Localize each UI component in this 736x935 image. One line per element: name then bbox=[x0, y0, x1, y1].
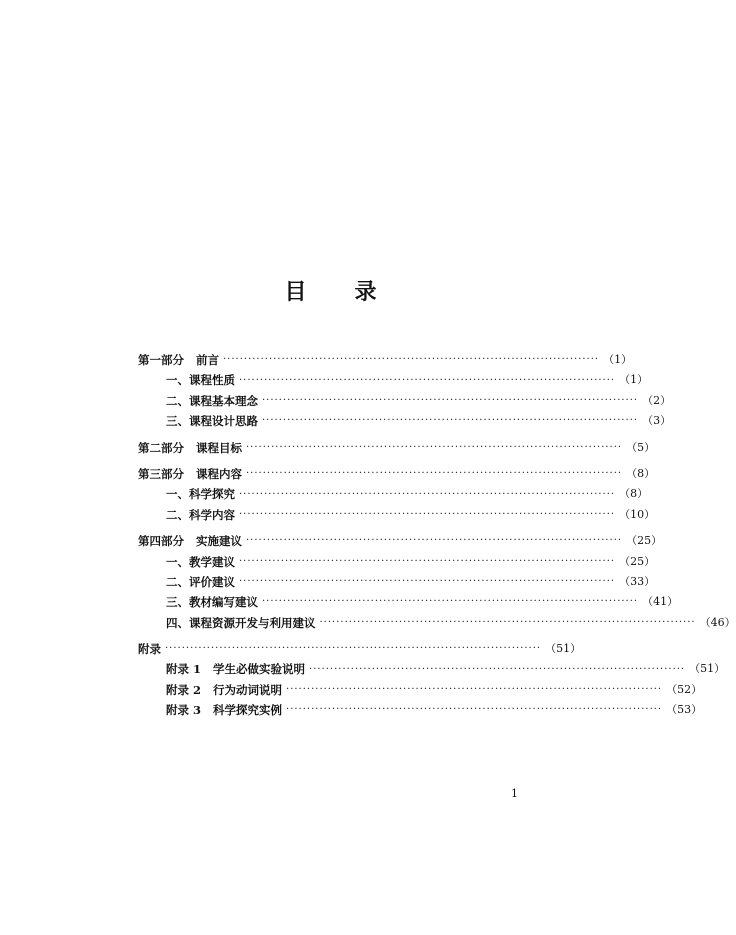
toc-leader-dots: ·························································································· bbox=[286, 684, 663, 696]
toc-leader-dots: ·························································································· bbox=[239, 508, 616, 520]
toc-entry-label bbox=[166, 505, 239, 525]
toc-leader-dots: ·························································································· bbox=[309, 663, 686, 675]
toc-entry-page: （52） bbox=[666, 682, 703, 696]
page-number: 1 bbox=[511, 787, 518, 800]
toc-entry-label bbox=[166, 659, 309, 679]
table-of-contents bbox=[138, 350, 736, 721]
toc-entry-label bbox=[166, 484, 239, 504]
toc-entry-title: 附录 3 bbox=[166, 703, 202, 718]
toc-entry-page: （1） bbox=[619, 373, 649, 387]
toc-entry-label bbox=[166, 700, 286, 720]
toc-entry-title: 第四部分 bbox=[138, 534, 184, 549]
toc-entry[interactable] bbox=[138, 531, 663, 551]
toc-entry-page: （53） bbox=[666, 703, 703, 717]
toc-leader-dots: ·························································································· bbox=[286, 704, 663, 716]
toc-entry-page: （1） bbox=[603, 353, 633, 366]
toc-entry-subtitle: 课程内容 bbox=[196, 466, 242, 481]
toc-entry-label bbox=[166, 552, 239, 572]
toc-entry-label bbox=[166, 391, 262, 411]
toc-entry-label bbox=[138, 639, 165, 659]
toc-entry[interactable] bbox=[138, 438, 656, 458]
toc-entry-label bbox=[138, 438, 246, 458]
toc-entry-label bbox=[166, 613, 320, 633]
toc-entry-title: 一、课程性质 bbox=[166, 373, 235, 388]
toc-entry-title: 第三部分 bbox=[138, 466, 184, 481]
toc-entry-title: 第二部分 bbox=[138, 440, 184, 455]
toc-entry-page: （33） bbox=[619, 574, 656, 588]
toc-entry[interactable] bbox=[138, 572, 656, 592]
toc-leader-dots: ·························································································· bbox=[165, 643, 542, 655]
toc-leader-dots: ·························································································· bbox=[239, 555, 616, 567]
toc-entry-title: 一、科学探究 bbox=[166, 487, 235, 502]
toc-entry[interactable] bbox=[138, 411, 672, 431]
toc-entry-page: （25） bbox=[619, 554, 656, 568]
toc-entry-page: （8） bbox=[626, 466, 656, 480]
toc-leader-dots: ·························································································· bbox=[246, 468, 623, 480]
toc-entry-title: 二、科学内容 bbox=[166, 507, 235, 522]
toc-entry[interactable] bbox=[138, 370, 649, 390]
toc-entry-title: 附录 1 bbox=[166, 662, 202, 677]
toc-entry-title: 第一部分 bbox=[138, 353, 184, 367]
toc-entry-title: 附录 2 bbox=[166, 682, 202, 697]
toc-entry-page: （51） bbox=[689, 662, 726, 676]
toc-entry-page: （2） bbox=[642, 393, 672, 407]
toc-entry-subtitle: 行为动词说明 bbox=[213, 682, 283, 697]
toc-leader-dots: ·························································································· bbox=[239, 374, 616, 386]
toc-entry-title: 附录 bbox=[138, 642, 161, 657]
toc-entry[interactable] bbox=[138, 350, 633, 370]
toc-entry-page: （5） bbox=[626, 440, 656, 454]
toc-entry[interactable] bbox=[138, 592, 679, 612]
toc-leader-dots: ·························································································· bbox=[262, 415, 639, 427]
toc-entry-subtitle: 前言 bbox=[196, 353, 219, 367]
toc-entry-title: 三、教材编写建议 bbox=[166, 595, 258, 610]
toc-entry-subtitle: 学生必做实验说明 bbox=[213, 662, 306, 677]
toc-entry-page: （8） bbox=[619, 487, 649, 501]
toc-entry[interactable] bbox=[138, 464, 656, 484]
toc-entry-title: 二、评价建议 bbox=[166, 574, 235, 589]
toc-entry[interactable] bbox=[138, 505, 656, 525]
toc-entry-label bbox=[166, 592, 262, 612]
toc-entry-page: （51） bbox=[545, 642, 582, 656]
toc-entry[interactable] bbox=[138, 484, 649, 504]
toc-entry[interactable] bbox=[138, 552, 656, 572]
toc-entry[interactable] bbox=[138, 639, 582, 659]
toc-entry-title: 一、教学建议 bbox=[166, 554, 235, 569]
toc-title-left: 目 bbox=[284, 279, 307, 305]
toc-entry-page: （41） bbox=[642, 595, 679, 609]
toc-leader-dots: ·························································································· bbox=[239, 576, 616, 588]
toc-title-right: 录 bbox=[354, 279, 377, 305]
toc-entry-label bbox=[166, 680, 286, 700]
toc-entry-title: 三、课程设计思路 bbox=[166, 414, 258, 429]
toc-entry-subtitle: 实施建议 bbox=[196, 534, 242, 549]
toc-leader-dots: ·························································································· bbox=[246, 441, 623, 453]
toc-entry-label bbox=[138, 531, 246, 551]
toc-entry-label bbox=[166, 370, 239, 390]
toc-entry-label bbox=[138, 464, 246, 484]
toc-entry[interactable] bbox=[138, 680, 703, 700]
toc-entry[interactable] bbox=[138, 700, 703, 720]
toc-entry-page: （10） bbox=[619, 507, 656, 521]
toc-leader-dots: ·························································································· bbox=[239, 488, 616, 500]
toc-leader-dots: ·························································································· bbox=[223, 354, 600, 366]
toc-entry[interactable] bbox=[138, 613, 736, 633]
toc-entry-page: （25） bbox=[626, 534, 663, 548]
toc-entry-subtitle: 科学探究实例 bbox=[213, 703, 283, 718]
toc-leader-dots: ·························································································· bbox=[262, 394, 639, 406]
toc-entry[interactable] bbox=[138, 659, 726, 679]
toc-title bbox=[0, 275, 661, 306]
toc-entry-title: 四、课程资源开发与利用建议 bbox=[166, 615, 316, 630]
toc-entry-page: （3） bbox=[642, 414, 672, 428]
toc-entry-subtitle: 课程目标 bbox=[196, 440, 242, 455]
toc-entry-title: 二、课程基本理念 bbox=[166, 393, 258, 408]
toc-entry[interactable] bbox=[138, 391, 672, 411]
toc-leader-dots: ·························································································· bbox=[319, 616, 696, 628]
toc-leader-dots: ·························································································· bbox=[246, 535, 623, 547]
toc-entry-label bbox=[138, 350, 223, 370]
toc-entry-label bbox=[166, 572, 239, 592]
toc-entry-label bbox=[166, 411, 262, 431]
toc-leader-dots: ·························································································· bbox=[262, 596, 639, 608]
toc-entry-page: （46） bbox=[699, 615, 736, 629]
